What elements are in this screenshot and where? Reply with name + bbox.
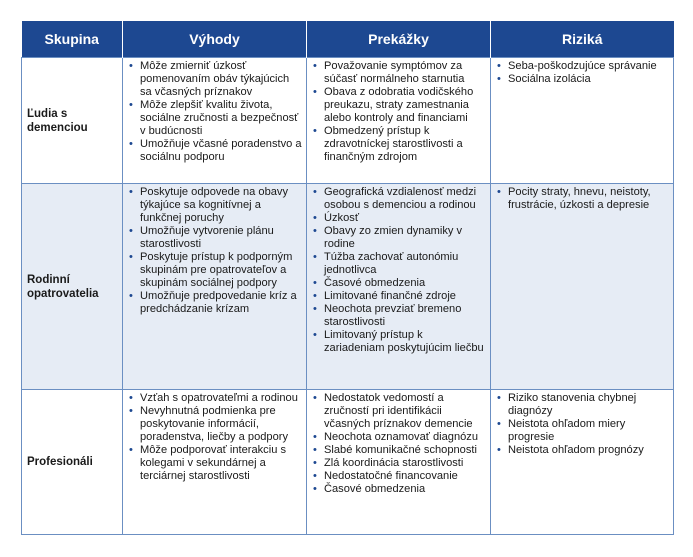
list-item: • Limitovaný prístup k zariadeniam poskytujúcim liečbu [311, 329, 486, 355]
vyhody-cell [123, 58, 307, 184]
list-item: • Môže zmierniť úzkosť pomenovaním obáv týkajúcich sa včasných príznakov [127, 60, 302, 99]
group-cell: Rodinní opatrovatelia [22, 184, 123, 390]
prekazky-list [311, 186, 486, 355]
table-row [22, 58, 674, 184]
list-item: • Môže podporovať interakciu s kolegami v sekundárnej a terciárnej starostlivosti [127, 444, 302, 483]
group-cell: Profesionáli [22, 390, 123, 535]
rizika-cell [491, 390, 674, 535]
list-item: • Slabé komunikačné schopnosti [311, 444, 486, 457]
list-item: • Považovanie symptómov za súčasť normálneho starnutia [311, 60, 486, 86]
list-item: • Geografická vzdialenosť medzi osobou s demenciou a rodinou [311, 186, 486, 212]
list-item: • Časové obmedzenia [311, 483, 486, 496]
rizika-list [495, 392, 669, 457]
list-item: • Umožňuje včasné poradenstvo a sociálnu podporu [127, 138, 302, 164]
header-row [22, 21, 674, 58]
list-item: • Neochota prevziať bremeno starostlivosti [311, 303, 486, 329]
header-prekazky: Prekážky [307, 21, 491, 58]
list-item: • Môže zlepšiť kvalitu života, sociálne zručnosti a bezpečnosť v budúcnosti [127, 99, 302, 138]
list-item: • Túžba zachovať autonómiu jednotlivca [311, 251, 486, 277]
list-item: • Obmedzený prístup k zdravotníckej starostlivosti a finančným zdrojom [311, 125, 486, 164]
list-item: • Vzťah s opatrovateľmi a rodinou [127, 392, 302, 405]
list-item: • Časové obmedzenia [311, 277, 486, 290]
list-item: • Pocity straty, hnevu, neistoty, frustrácie, úzkosti a depresie [495, 186, 669, 212]
table-row [22, 184, 674, 390]
table-row [22, 390, 674, 535]
list-item: • Umožňuje predpovedanie kríz a predchádzanie krízam [127, 290, 302, 316]
vyhody-list [127, 392, 302, 483]
rizika-list [495, 60, 669, 86]
list-item: • Úzkosť [311, 212, 486, 225]
list-item: • Obava z odobratia vodičského preukazu, straty zamestnania alebo kontroly and financiami [311, 86, 486, 125]
list-item: • Poskytuje odpovede na obavy týkajúce sa kognitívnej a funkčnej poruchy [127, 186, 302, 225]
prekazky-cell [307, 184, 491, 390]
header-rizika: Riziká [491, 21, 674, 58]
list-item: • Poskytuje prístup k podporným skupinám pre opatrovateľov a skupinám sociálnej podpory [127, 251, 302, 290]
vyhody-cell [123, 184, 307, 390]
vyhody-list [127, 186, 302, 316]
list-item: • Neistota ohľadom miery progresie [495, 418, 669, 444]
rizika-cell [491, 184, 674, 390]
list-item: • Nevyhnutná podmienka pre poskytovanie informácií, poradenstva, liečby a podpory [127, 405, 302, 444]
vyhody-list [127, 60, 302, 164]
list-item: • Riziko stanovenia chybnej diagnózy [495, 392, 669, 418]
header-skupina: Skupina [22, 21, 123, 58]
header-vyhody: Výhody [123, 21, 307, 58]
comparison-table [21, 21, 674, 535]
rizika-list [495, 186, 669, 212]
list-item: • Nedostatok vedomostí a zručností pri identifikácii včasných príznakov demencie [311, 392, 486, 431]
prekazky-list [311, 60, 486, 164]
list-item: • Umožňuje vytvorenie plánu starostlivosti [127, 225, 302, 251]
list-item: • Nedostatočné financovanie [311, 470, 486, 483]
list-item: • Neochota oznamovať diagnózu [311, 431, 486, 444]
prekazky-cell [307, 58, 491, 184]
list-item: • Neistota ohľadom prognózy [495, 444, 669, 457]
rizika-cell [491, 58, 674, 184]
vyhody-cell [123, 390, 307, 535]
prekazky-list [311, 392, 486, 496]
prekazky-cell [307, 390, 491, 535]
list-item: • Obavy zo zmien dynamiky v rodine [311, 225, 486, 251]
list-item: • Sociálna izolácia [495, 73, 669, 86]
list-item: • Zlá koordinácia starostlivosti [311, 457, 486, 470]
list-item: • Seba-poškodzujúce správanie [495, 60, 669, 73]
list-item: • Limitované finančné zdroje [311, 290, 486, 303]
group-cell: Ľudia s demenciou [22, 58, 123, 184]
